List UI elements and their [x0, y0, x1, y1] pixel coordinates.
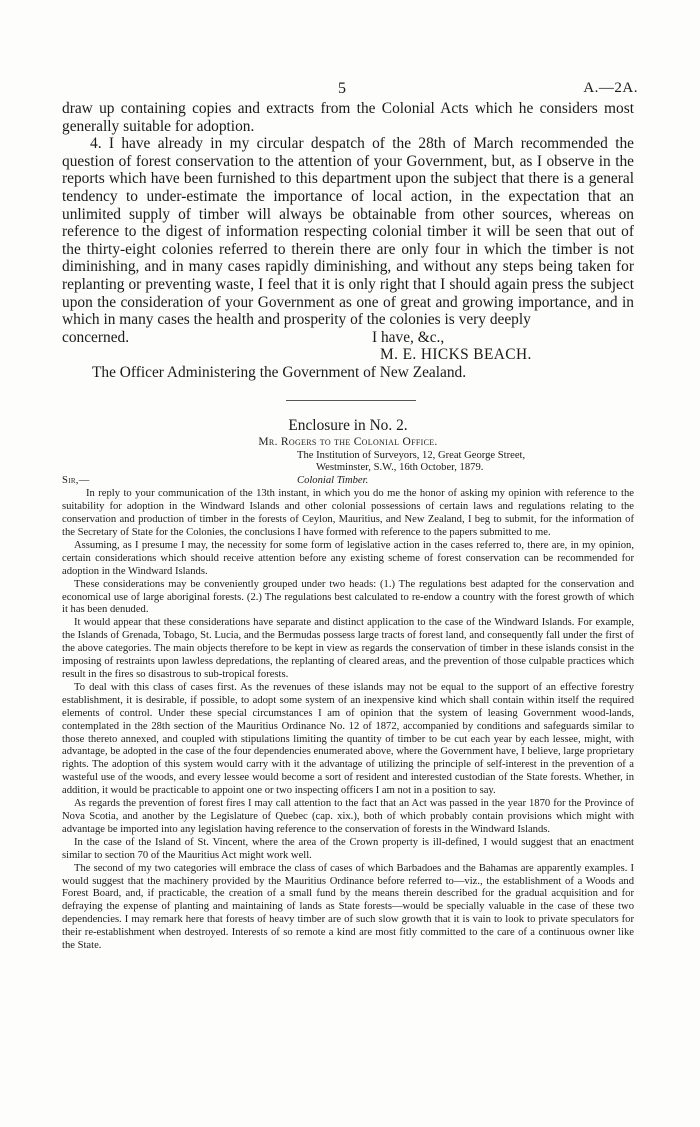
salutation: Sir,— — [62, 475, 90, 487]
despatch-body — [62, 100, 634, 953]
address-line-2: Westminster, S.W., 16th October, 1879. — [316, 462, 484, 474]
letter-paragraph: In reply to your communication of the 13th instant, in which you do me the honor of asking my opinion with reference to the suitability for adoption in the Windward Islands and other colonial possessions of certain laws and regulations relating to the conservation and production of timber in the forests of Ceylon, Mauritius, and New Zealand, I beg to submit, for the information of the Secretary of State for the Colonies, the conclusions I have formed with reference to the papers submitted to me. — [62, 488, 634, 539]
letter-paragraph: As regards the prevention of forest fires I may call attention to the fact that an Act was passed in the year 1870 for the Province of Nova Scotia, and another by the Legislature of Quebec (cap. xix.), both of which probably contain provisions which might with advantage be imported into any legislation having reference to the conservation of forests in the Windward Islands. — [62, 798, 634, 835]
page-number: 5 — [338, 80, 346, 97]
letter-paragraph: To deal with this class of cases first. As the revenues of these islands may not be equal to the support of an effective forestry establishment, it is desirable, if possible, to adopt some system of an inexpensive kind which shall contain within itself the required elements of control. Under these special circumstances I am of opinion that the system of leasing Government wood-lands, contemplated in the 28th section of the Mauritius Ordinance No. 12 of 1872, accompanied by conditions and safeguards similar to those thereto annexed, and coupled with stipulations limiting the quantity of timber to be cut each year by each lessee, might, with advantage, be adopted in the case of the four dependencies enumerated above, where the Government have, I believe, large proprietary rights. The adoption of this system would carry with it the advantage of utilizing the principle of self-interest in the prevention of a wasteful use of the woods, and every lessee would become a sort of resident and interested custodian of the State forests. Whether, in addition, it would be practicable to appoint one or two inspecting officers I am not in a position to say. — [62, 681, 634, 797]
letter-paragraph: It would appear that these considerations have separate and distinct application to the case of the Windward Islands. For example, the Islands of Grenada, Tobago, St. Lucia, and the Bermudas possess large tracts of forest land, and consequently fall under the first of the above categories. The main objects therefore to be kept in view as regards the conservation of timber in these islands consist in the imposing of restraints upon lawless depredations, the replanting of cleared areas, and the prevention of those culpable practices which result in the fires so disastrous to sub-tropical forests. — [62, 617, 634, 680]
letter-paragraph: Assuming, as I presume I may, the necessity for some form of legislative action in the cases referred to, there are, in my opinion, certain considerations which should receive attention before any existing scheme of forest conservation can be recommended for adoption in the Windward Islands. — [62, 539, 634, 577]
address-line-1: The Institution of Surveyors, 12, Great George Street, — [297, 449, 526, 461]
despatch-paragraph-4: 4. I have already in my circular despatch of the 28th of March recommended the question of forest conservation to the attention of your Government, but, as I observe in the reports which have been furnished to this department upon the subject that there is a general tendency to under-estimate the importance of local action, in the expectation that an unlimited supply of timber will always be obtainable from other sources, whereas on reference to the digest of information respecting colonial timber it will be seen that out of the thirty-eight colonies referred to therein there are only four in which the timber is not diminishing, and in many cases rapidly diminishing, and without any steps being taken for replanting or preventing waste, I feel that it is only right that I should again press the subject upon the consideration of your Government as one of great and growing importance, and in which in many cases the health and prosperity of the colonies is very deeply — [62, 135, 634, 329]
letter-paragraph: In the case of the Island of St. Vincent, where the area of the Crown property is ill-defined, I would suggest that an enactment similar to section 70 of the Mauritius Act might work well. — [62, 836, 634, 861]
closing-line — [62, 329, 634, 347]
salutation-row — [62, 475, 634, 488]
signature: M. E. HICKS BEACH. — [380, 346, 532, 364]
paper-reference: A.—2A. — [583, 80, 638, 96]
enclosure-title: Enclosure in No. 2. — [288, 416, 408, 434]
addressee: The Officer Administering the Government of New Zealand. — [92, 363, 467, 381]
page-header — [0, 80, 700, 100]
letter-body — [62, 450, 634, 953]
enclosure-from-to: Mr. Rogers to the Colonial Office. — [258, 435, 438, 448]
letter-paragraph: These considerations may be conveniently grouped under two heads: (1.) The regulations best adapted for the conservation and economical use of large aboriginal forests. (2.) The regulations best calculated to re-endow a country with the forest growth of which it has been denuded. — [62, 578, 634, 616]
letter-subject: Colonial Timber. — [297, 475, 369, 487]
last-word: concerned. — [62, 328, 130, 346]
letter-paragraph: The second of my two categories will embrace the class of cases of which Barbadoes and the Bahamas are apparently examples. I would suggest that the machinery provided by the Mauritius Ordinance before referred to—viz., the establishment of a Woods and Forest Board, and, if practicable, the creation of a small fund by the means therein described for the gradual acquisition and for defraying the expense of planting and maintaining of lands as State forests—would be specially valuable in the case of these two dependencies. I may remark here that forests of heavy timber are of such slow growth that it is vain to look to private speculators for their re-establishment when destroyed. Interests of so remote a kind are most fitly committed to the care of a continuous owner like the State. — [62, 862, 634, 952]
despatch-paragraph-continued: draw up containing copies and extracts from the Colonial Acts which he considers most generally suitable for adoption. — [62, 100, 634, 135]
closing-phrase: I have, &c., — [372, 328, 445, 346]
section-divider — [286, 400, 416, 401]
